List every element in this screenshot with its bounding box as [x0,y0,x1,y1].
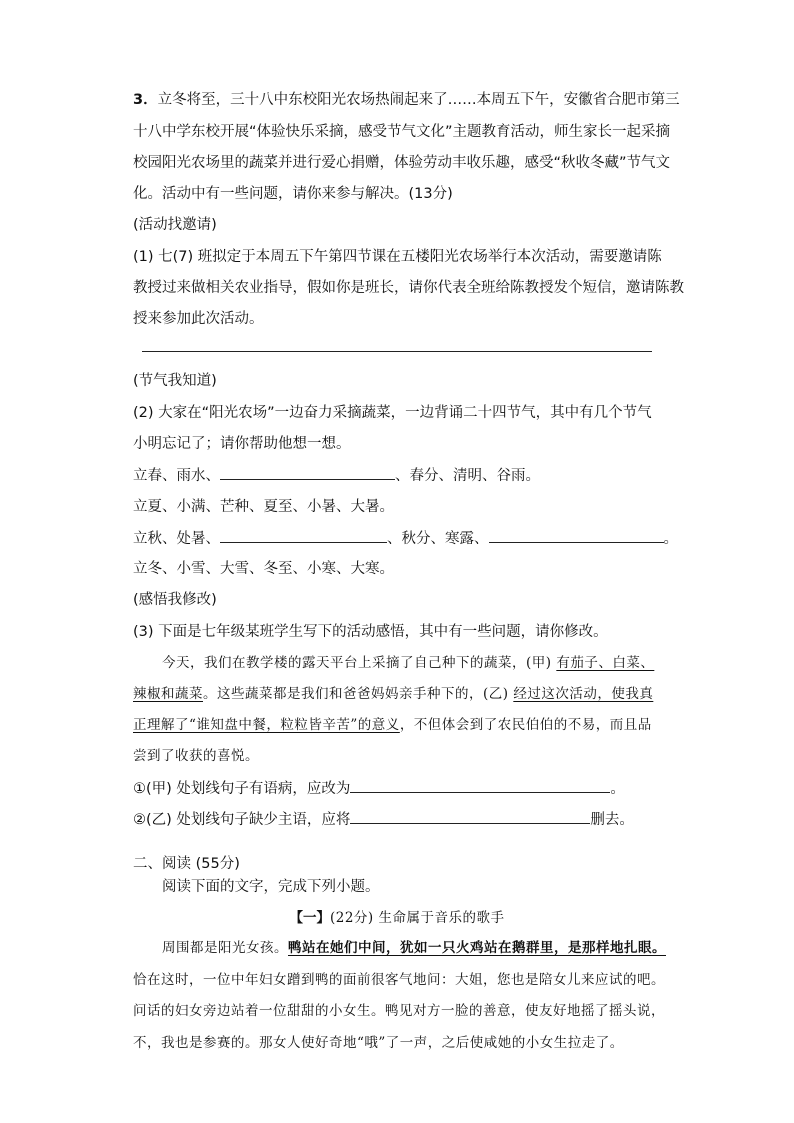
q1-line-1: (1) 七(7) 班拟定于本周五下午第四节课在五楼阳光农场举行本次活动，需要邀请陈 [133,249,662,265]
passage-yi-underlined-1: 经过这次活动，使我真 [513,686,654,702]
autumn-terms-b: 、秋分、寒露、 [387,531,489,547]
spring-terms-line [133,465,540,486]
spring-terms-b: 、春分、清明、谷雨。 [395,468,540,484]
passage-line-1 [162,653,654,673]
q3-number: 3． [133,92,158,108]
blank-autumn-1[interactable] [220,528,387,543]
q3-intro-line-1 [133,90,680,110]
spring-terms-a: 立春、雨水、 [133,468,220,484]
q3-intro-text-1: 立冬将至，三十八中东校阳光农场热闹起来了……本周五下午，安徽省合肥市第三 [157,92,680,108]
q3-revise-line: (3) 下面是七年级某班学生写下的活动感悟，其中有一些问题，请你修改。 [133,624,608,640]
answer-yi-a: ②(乙) 处划线句子缺少主语，应将 [133,812,351,828]
reading-line-2: 恰在这时，一位中年妇女蹭到鸭的面前很客气地问：大姐，您也是陪女儿来应试的吧。 [133,972,665,988]
reading-title-bracket: 【一】 [289,910,330,926]
passage-yi-underlined-2: 正理解了“谁知盘中餐，粒粒皆辛苦”的意义 [133,717,400,733]
blank-yi[interactable] [350,809,590,824]
autumn-terms-line [133,528,678,549]
q2-line-1: (2) 大家在“阳光农场”一边奋力采摘蔬菜，一边背诵二十四节气，其中有几个节气 [133,405,652,421]
q3-intro-line-4: 化。活动中有一些问题，请你来参与解决。(13分) [133,186,453,202]
passage-line-4: 尝到了收获的喜悦。 [133,748,259,764]
autumn-terms-c: 。 [663,531,678,547]
reading-1a: 周围都是阳光女孩。 [162,940,288,956]
q1-line-2: 教授过来做相关农业指导，假如你是班长，请你代表全班给陈教授发个短信，邀请陈教 [133,280,684,296]
q2-line-2: 小明忘记了；请你帮助他想一想。 [133,436,351,452]
reading-line-1 [162,938,666,958]
heading-solar-terms: (节气我知道) [133,373,217,389]
q1-line-3: 授来参加此次活动。 [133,311,264,327]
q3-intro-line-2: 十八中学东校开展“体验快乐采摘，感受节气文化”主题教育活动，师生家长一起采摘 [133,124,671,140]
heading-revise: (感悟我修改) [133,592,217,608]
answer-yi-line [133,809,634,830]
passage-1a: 今天，我们在教学楼的露天平台上采摘了自己种下的蔬菜，(甲) [162,655,557,671]
answer-yi-b: 删去。 [590,812,634,828]
reading-title-text: (22分) 生命属于音乐的歌手 [329,910,505,926]
passage-3b: ，不但体会到了农民伯伯的不易，而且品 [399,717,652,733]
reading-line-4: 不，我也是参赛的。那女人使好奇地“哦”了一声，之后使咸她的小女生拉走了。 [133,1035,624,1051]
answer-jia-b: 。 [610,781,625,797]
reading-1-underlined: 鸭站在她们中间，犹如一只火鸡站在鹅群里，是那样地扎眼。 [288,940,666,956]
passage-2b: 。这些蔬菜都是我们和爸爸妈妈亲手种下的，(乙) [203,686,514,702]
passage-line-2 [133,684,653,704]
passage-line-3 [133,715,652,735]
reading-instruction: 阅读下面的文字，完成下列小题。 [162,879,380,895]
heading-reading: 二、阅读 (55分) [133,856,240,872]
answer-line-q1[interactable] [142,351,652,352]
answer-jia-a: ①(甲) 处划线句子有语病，应改为 [133,781,351,797]
summer-terms-line: 立夏、小满、芒种、夏至、小暑、大暑。 [133,499,394,515]
winter-terms-line: 立冬、小雪、大雪、冬至、小寒、大寒。 [133,561,394,577]
autumn-terms-a: 立秋、处暑、 [133,531,220,547]
reading-title [0,908,794,928]
passage-jia-underlined-2: 辣椒和蔬菜 [133,686,203,702]
blank-spring[interactable] [220,465,395,480]
blank-autumn-2[interactable] [489,528,664,543]
q3-intro-line-3: 校园阳光农场里的蔬菜并进行爱心捐赠，体验劳动丰收乐趣，感受“秋收冬藏”节气文 [133,155,671,171]
reading-line-3: 问话的妇女旁边站着一位甜甜的小女生。鸭见对方一脸的善意，使友好地摇了摇头说， [133,1003,665,1019]
blank-jia[interactable] [350,778,610,793]
passage-jia-underlined-1: 有茄子、白菜、 [556,655,655,671]
heading-invite: (活动找邀请) [133,217,217,233]
answer-jia-line [133,778,625,799]
